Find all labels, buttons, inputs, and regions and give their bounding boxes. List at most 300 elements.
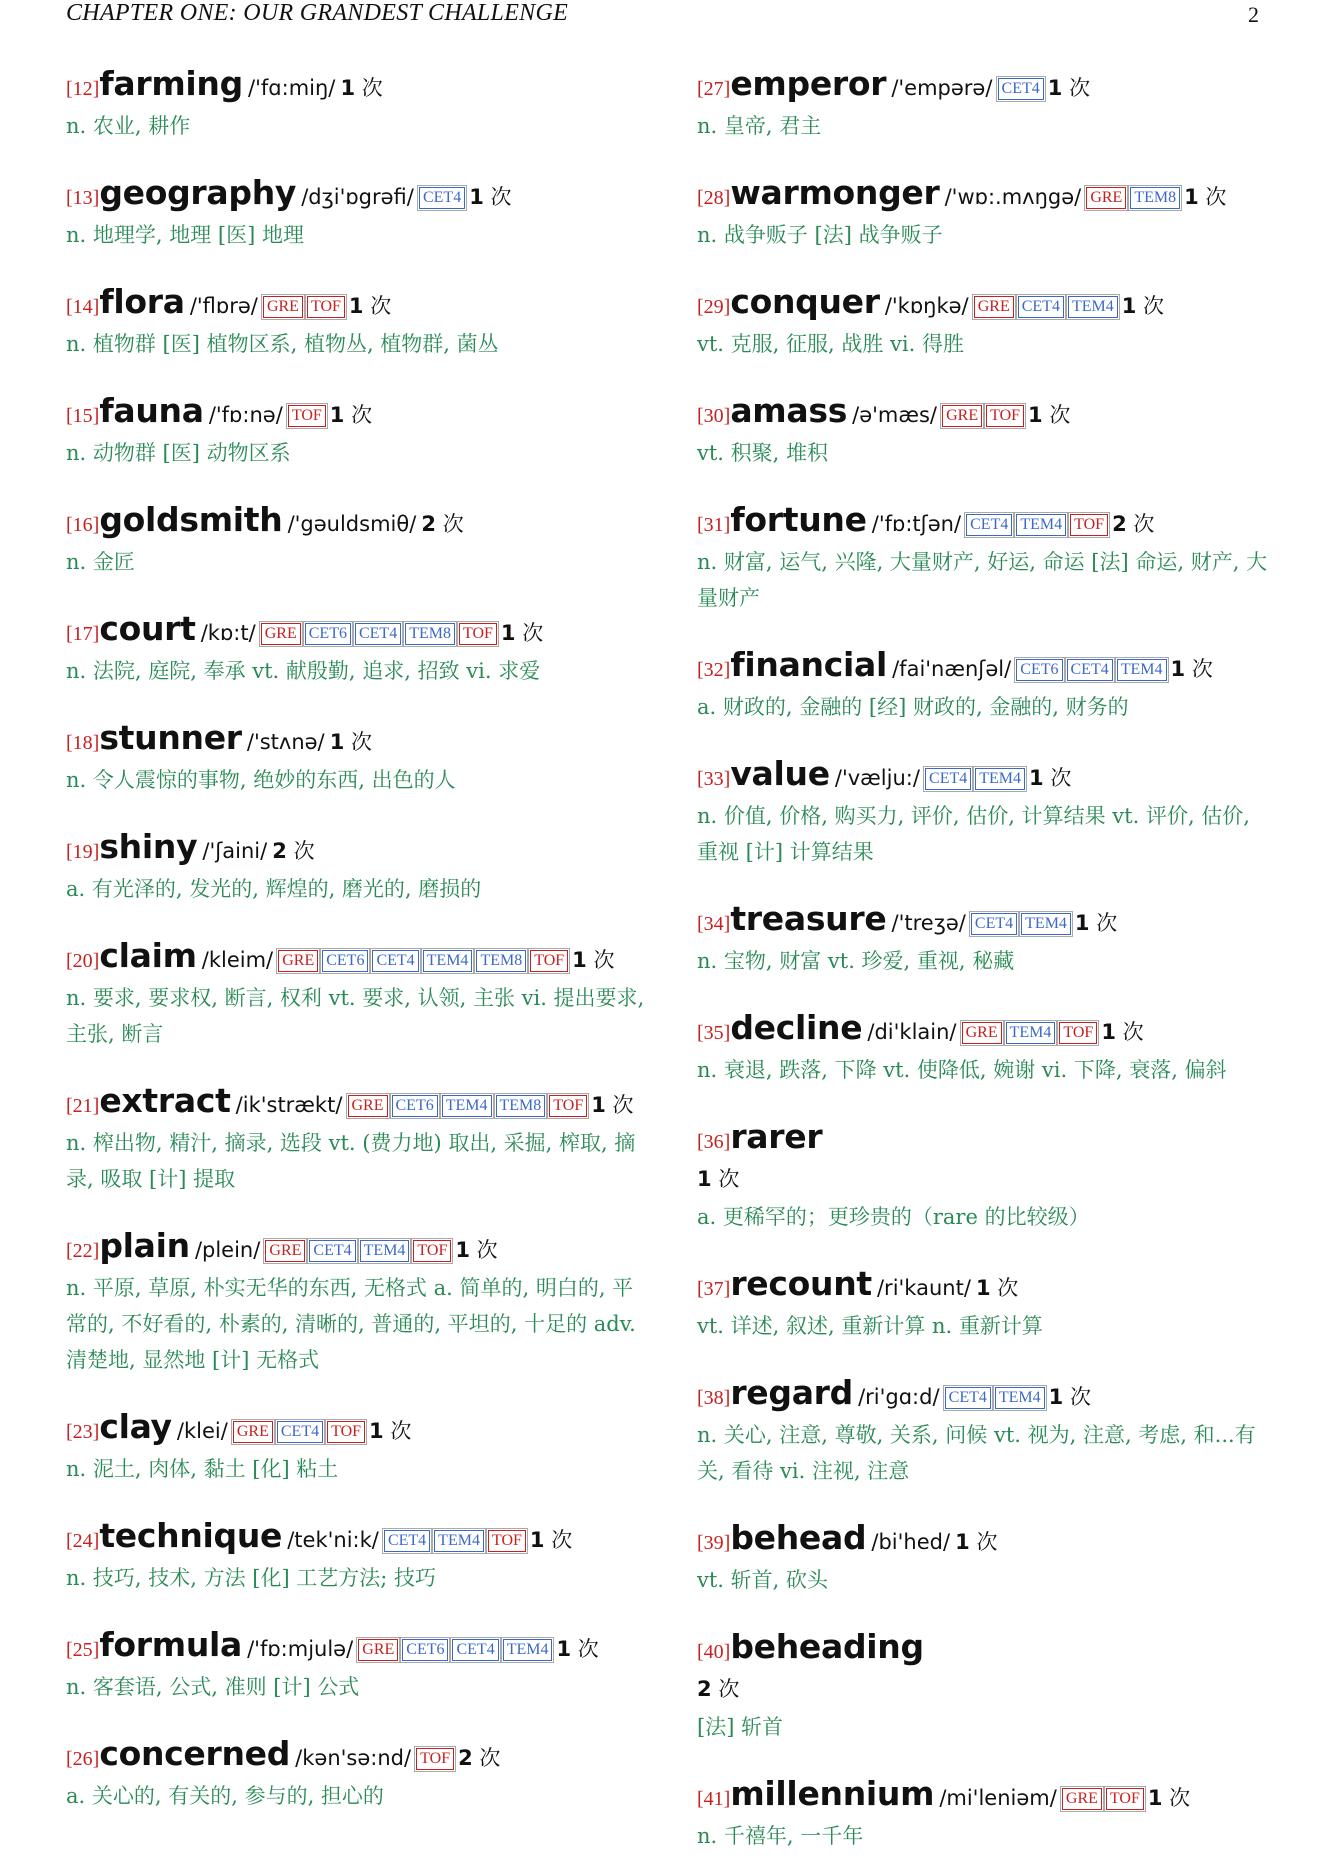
- headword: technique: [99, 1516, 283, 1555]
- entry-number: [32]: [697, 659, 731, 681]
- headword: goldsmith: [99, 500, 283, 539]
- count-unit: 次: [1205, 185, 1227, 209]
- pronunciation: /'flɒrə/: [189, 294, 258, 318]
- definition: n. 衰退, 跌落, 下降 vt. 使降低, 婉谢 vi. 下降, 衰落, 偏斜: [697, 1058, 1227, 1082]
- definition: n. 农业, 耕作: [66, 114, 191, 138]
- vocab-entry: [697, 647, 1272, 725]
- exam-tag-tem4: TEM4: [360, 1240, 410, 1262]
- vocab-entry: [66, 284, 646, 362]
- headword: concerned: [99, 1734, 291, 1773]
- count-unit: 次: [1169, 1786, 1191, 1810]
- entry-number: [34]: [697, 913, 731, 935]
- count-line: [697, 1161, 1272, 1199]
- entry-headline: [66, 1228, 646, 1270]
- exam-tag-cet4: CET4: [384, 1530, 430, 1552]
- exam-tag-gre: GRE: [348, 1095, 388, 1117]
- vocab-entry: [697, 66, 1272, 144]
- exam-tag-cet4: CET4: [971, 913, 1017, 935]
- count-unit: 次: [361, 76, 383, 100]
- count-unit: 次: [1050, 766, 1072, 790]
- headword: beheading: [730, 1627, 924, 1666]
- pronunciation: /kleim/: [201, 948, 274, 972]
- occurrence-count: [340, 76, 382, 100]
- vocab-entry: [697, 1776, 1272, 1854]
- exam-tag-cet6: CET6: [305, 623, 351, 645]
- exam-tag-cet4: CET4: [309, 1240, 355, 1262]
- count-value: 2: [458, 1746, 473, 1770]
- vocab-entry: [66, 1409, 646, 1487]
- entry-headline: [697, 647, 1272, 689]
- exam-tag-tem8: TEM8: [476, 950, 526, 972]
- definition: n. 要求, 要求权, 断言, 权利 vt. 要求, 认领, 主张 vi. 提出要求, 主张, 断言: [66, 986, 645, 1046]
- entry-headline: [697, 284, 1272, 326]
- exam-tag-tem4: TEM4: [1021, 913, 1071, 935]
- count-unit: 次: [390, 1419, 412, 1443]
- entry-headline: [66, 66, 646, 108]
- exam-tag-cet4: CET4: [355, 623, 401, 645]
- definition: vt. 详述, 叙述, 重新计算 n. 重新计算: [697, 1314, 1043, 1338]
- count-unit: 次: [612, 1093, 634, 1117]
- entry-number: [12]: [66, 78, 100, 100]
- vocab-entry: [697, 1266, 1272, 1344]
- definition: n. 价值, 价格, 购买力, 评价, 估价, 计算结果 vt. 评价, 估价, 重视 [计] 计算结果: [697, 804, 1250, 864]
- entry-headline: [697, 66, 1272, 108]
- entry-headline: [66, 1736, 646, 1778]
- exam-tag-cet4: CET4: [925, 768, 971, 790]
- count-unit: 次: [442, 512, 464, 536]
- pronunciation: /klei/: [176, 1419, 228, 1443]
- definition: n. 榨出物, 精汁, 摘录, 选段 vt. (费力地) 取出, 采掘, 榨取, 摘录, 吸取 [计] 提取: [66, 1131, 636, 1191]
- exam-tag-tof: TOF: [288, 405, 326, 427]
- count-value: 1: [329, 730, 345, 754]
- count-unit: 次: [351, 730, 373, 754]
- vocab-entry: [697, 901, 1272, 979]
- occurrence-count: [1101, 1020, 1143, 1044]
- entry-headline: [697, 756, 1272, 798]
- entry-number: [29]: [697, 296, 731, 318]
- count-value: 2: [697, 1677, 712, 1701]
- entry-number: [26]: [66, 1748, 100, 1770]
- exam-tag-tof: TOF: [1059, 1022, 1097, 1044]
- pronunciation: /'kɒŋkə/: [884, 294, 969, 318]
- occurrence-count: [955, 1530, 997, 1554]
- entry-number: [37]: [697, 1278, 731, 1300]
- entry-number: [20]: [66, 950, 100, 972]
- exam-tag-cet4: CET4: [419, 187, 465, 209]
- occurrence-count: [556, 1637, 598, 1661]
- entry-headline: [697, 1119, 1272, 1161]
- occurrence-count: [421, 512, 463, 536]
- exam-tag-tof: TOF: [530, 950, 568, 972]
- count-unit: 次: [490, 185, 512, 209]
- pronunciation: /'empərə/: [891, 76, 993, 100]
- occurrence-count: [1112, 512, 1154, 536]
- count-value: 1: [1048, 1385, 1064, 1409]
- count-value: 1: [329, 403, 345, 427]
- count-value: 1: [1029, 766, 1044, 790]
- pronunciation: /ri'kaunt/: [876, 1276, 971, 1300]
- headword: millennium: [730, 1774, 935, 1813]
- exam-tag-tof: TOF: [416, 1748, 454, 1770]
- count-value: 1: [572, 948, 587, 972]
- entry-number: [23]: [66, 1421, 100, 1443]
- exam-tag-gre: GRE: [1086, 187, 1126, 209]
- count-unit: 次: [479, 1746, 501, 1770]
- pronunciation: /bi'hed/: [871, 1530, 951, 1554]
- entry-number: [40]: [697, 1641, 731, 1663]
- pronunciation: /fai'nænʃəl/: [892, 657, 1012, 681]
- count-unit: 次: [551, 1528, 573, 1552]
- entry-headline: [697, 1629, 1272, 1671]
- entry-headline: [66, 284, 646, 326]
- occurrence-count: [530, 1528, 572, 1552]
- count-value: 1: [500, 621, 516, 645]
- count-value: 1: [1184, 185, 1199, 209]
- entry-headline: [66, 938, 646, 980]
- definition: n. 关心, 注意, 尊敬, 关系, 问候 vt. 视为, 注意, 考虑, 和...有关, 看待 vi. 注视, 注意: [697, 1423, 1256, 1483]
- count-line: [697, 1671, 1272, 1709]
- occurrence-count: [455, 1238, 497, 1262]
- entry-headline: [66, 1518, 646, 1560]
- definition: n. 法院, 庭院, 奉承 vt. 献殷勤, 追求, 招致 vi. 求爱: [66, 659, 541, 683]
- headword: financial: [730, 645, 888, 684]
- vocab-entry: [697, 284, 1272, 362]
- count-unit: 次: [1122, 1020, 1144, 1044]
- count-value: 2: [421, 512, 437, 536]
- count-value: 1: [348, 294, 364, 318]
- entry-headline: [66, 502, 646, 544]
- vocab-entry: [697, 1629, 1272, 1745]
- entry-headline: [697, 502, 1272, 544]
- entry-number: [25]: [66, 1639, 100, 1661]
- exam-tag-cet4: CET4: [945, 1387, 991, 1409]
- pronunciation: /'fɒ:mjulə/: [247, 1637, 354, 1661]
- occurrence-count: [1184, 185, 1226, 209]
- entry-number: [17]: [66, 623, 100, 645]
- vocab-entry: [66, 175, 646, 253]
- count-unit: 次: [370, 294, 392, 318]
- pronunciation: /kɒ:t/: [200, 621, 256, 645]
- exam-tag-gre: GRE: [233, 1421, 273, 1443]
- count-unit: 次: [1049, 403, 1071, 427]
- exam-tag-gre: GRE: [265, 1240, 305, 1262]
- definition: vt. 积聚, 堆积: [697, 441, 829, 465]
- count-value: 1: [1074, 911, 1090, 935]
- entry-number: [36]: [697, 1131, 731, 1153]
- count-value: 1: [697, 1167, 712, 1191]
- exam-tag-cet4: CET4: [372, 950, 418, 972]
- exam-tag-gre: GRE: [263, 296, 303, 318]
- exam-tag-tem4: TEM4: [442, 1095, 492, 1117]
- entry-headline: [66, 829, 646, 871]
- entry-number: [18]: [66, 732, 100, 754]
- count-value: 1: [1101, 1020, 1116, 1044]
- entry-number: [21]: [66, 1095, 100, 1117]
- definition: a. 财政的, 金融的 [经] 财政的, 金融的, 财务的: [697, 695, 1129, 719]
- count-value: 1: [955, 1530, 970, 1554]
- pronunciation: /plein/: [194, 1238, 261, 1262]
- exam-tag-tof: TOF: [549, 1095, 587, 1117]
- definition: n. 令人震惊的事物, 绝妙的东西, 出色的人: [66, 768, 456, 792]
- definition: n. 宝物, 财富 vt. 珍爱, 重视, 秘藏: [697, 949, 1015, 973]
- count-value: 2: [272, 839, 287, 863]
- exam-tag-tof: TOF: [986, 405, 1024, 427]
- pronunciation: /dʒi'ɒgrəfi/: [301, 185, 414, 209]
- headword: court: [99, 609, 196, 648]
- entry-number: [27]: [697, 78, 731, 100]
- count-value: 1: [1047, 76, 1063, 100]
- count-unit: 次: [718, 1677, 740, 1701]
- exam-tag-tem4: TEM4: [995, 1387, 1045, 1409]
- pronunciation: /ə'mæs/: [852, 403, 938, 427]
- pronunciation: /'treʒə/: [891, 911, 966, 935]
- occurrence-count: [501, 621, 543, 645]
- entry-headline: [697, 1010, 1272, 1052]
- definition: n. 客套语, 公式, 准则 [计] 公式: [66, 1675, 360, 1699]
- entry-number: [19]: [66, 841, 100, 863]
- entry-number: [30]: [697, 405, 731, 427]
- vocab-entry: [66, 1083, 646, 1197]
- exam-tag-gre: GRE: [1062, 1788, 1102, 1810]
- count-unit: 次: [522, 621, 544, 645]
- exam-tag-cet6: CET6: [402, 1639, 448, 1661]
- occurrence-count: [349, 294, 391, 318]
- entry-number: [41]: [697, 1788, 731, 1810]
- vocab-entry: [66, 1627, 646, 1705]
- occurrence-count: [1049, 1385, 1091, 1409]
- exam-tag-tof: TOF: [307, 296, 345, 318]
- headword: fauna: [99, 391, 204, 430]
- entry-headline: [66, 611, 646, 653]
- vocab-entry: [697, 502, 1272, 616]
- headword: fortune: [730, 500, 867, 539]
- entry-number: [13]: [66, 187, 100, 209]
- pronunciation: /'fɒ:nə/: [208, 403, 283, 427]
- occurrence-count: [1029, 766, 1071, 790]
- headword: rarer: [730, 1117, 823, 1156]
- exam-tag-tem4: TEM4: [503, 1639, 553, 1661]
- vocab-entry: [66, 720, 646, 798]
- entry-headline: [66, 175, 646, 217]
- definition: n. 战争贩子 [法] 战争贩子: [697, 223, 943, 247]
- headword: claim: [99, 936, 197, 975]
- count-value: 1: [556, 1637, 572, 1661]
- entry-number: [24]: [66, 1530, 100, 1552]
- headword: plain: [99, 1226, 190, 1265]
- exam-tag-tof: TOF: [1106, 1788, 1144, 1810]
- vocab-entry: [66, 1736, 646, 1814]
- headword: stunner: [99, 718, 242, 757]
- exam-tag-cet6: CET6: [322, 950, 368, 972]
- vocab-entry: [697, 1119, 1272, 1235]
- headword: behead: [730, 1518, 867, 1557]
- exam-tag-tem4: TEM4: [1117, 659, 1167, 681]
- exam-tag-gre: GRE: [942, 405, 982, 427]
- right-column: [697, 66, 1272, 1854]
- entry-number: [35]: [697, 1022, 731, 1044]
- count-value: 1: [975, 1276, 991, 1300]
- exam-tag-tem4: TEM4: [423, 950, 473, 972]
- exam-tag-cet4: CET4: [452, 1639, 498, 1661]
- chapter-title: CHAPTER ONE: OUR GRANDEST CHALLENGE: [66, 0, 569, 26]
- count-unit: 次: [476, 1238, 498, 1262]
- headword: extract: [99, 1081, 231, 1120]
- entry-headline: [697, 393, 1272, 435]
- headword: shiny: [99, 827, 198, 866]
- headword: recount: [730, 1264, 872, 1303]
- count-unit: 次: [351, 403, 373, 427]
- entry-headline: [697, 1266, 1272, 1308]
- count-unit: 次: [1133, 512, 1155, 536]
- count-value: 1: [529, 1528, 545, 1552]
- exam-tag-tem4: TEM4: [1016, 514, 1066, 536]
- exam-tag-tof: TOF: [459, 623, 497, 645]
- definition: n. 皇帝, 君主: [697, 114, 822, 138]
- entry-headline: [66, 1627, 646, 1669]
- occurrence-count: [469, 185, 511, 209]
- definition: n. 泥土, 肉体, 黏土 [化] 粘土: [66, 1457, 339, 1481]
- count-value: 1: [591, 1093, 606, 1117]
- entry-number: [38]: [697, 1387, 731, 1409]
- definition: vt. 克服, 征服, 战胜 vi. 得胜: [697, 332, 964, 356]
- vocab-entry: [66, 393, 646, 471]
- definition: a. 更稀罕的；更珍贵的（rare 的比较级）: [697, 1205, 1090, 1229]
- left-column: [66, 66, 646, 1814]
- headword: flora: [99, 282, 185, 321]
- occurrence-count: [1122, 294, 1164, 318]
- definition: n. 千禧年, 一千年: [697, 1824, 864, 1848]
- pronunciation: /'fɒ:tʃən/: [871, 512, 962, 536]
- entry-headline: [697, 1375, 1272, 1417]
- exam-tag-cet6: CET6: [1016, 659, 1062, 681]
- definition: vt. 斩首, 砍头: [697, 1568, 829, 1592]
- occurrence-count: [1075, 911, 1117, 935]
- definition: n. 地理学, 地理 [医] 地理: [66, 223, 304, 247]
- exam-tag-tof: TOF: [413, 1240, 451, 1262]
- vocab-entry: [697, 175, 1272, 253]
- exam-tag-tem4: TEM4: [434, 1530, 484, 1552]
- exam-tag-tem4: TEM4: [975, 768, 1025, 790]
- count-unit: 次: [718, 1167, 740, 1191]
- headword: farming: [99, 64, 243, 103]
- vocab-entry: [66, 66, 646, 144]
- pronunciation: /'wɒ:.mʌŋgə/: [944, 185, 1082, 209]
- headword: emperor: [730, 64, 887, 103]
- count-value: 1: [1147, 1786, 1163, 1810]
- vocab-entry: [697, 393, 1272, 471]
- definition: n. 动物群 [医] 动物区系: [66, 441, 291, 465]
- entry-headline: [697, 1776, 1272, 1818]
- headword: decline: [730, 1008, 863, 1047]
- pronunciation: /mi'leniəm/: [939, 1786, 1057, 1810]
- count-unit: 次: [593, 948, 615, 972]
- exam-tag-tem4: TEM4: [1006, 1022, 1056, 1044]
- vocab-entry: [66, 1228, 646, 1378]
- entry-number: [16]: [66, 514, 100, 536]
- entry-number: [31]: [697, 514, 731, 536]
- vocab-entry: [66, 502, 646, 580]
- exam-tag-gre: GRE: [974, 296, 1014, 318]
- exam-tag-cet6: CET6: [392, 1095, 438, 1117]
- count-unit: 次: [1069, 76, 1091, 100]
- occurrence-count: [572, 948, 614, 972]
- headword: regard: [730, 1373, 853, 1412]
- count-unit: 次: [293, 839, 315, 863]
- occurrence-count: [1048, 76, 1090, 100]
- count-unit: 次: [976, 1530, 998, 1554]
- count-value: 1: [469, 185, 484, 209]
- entry-number: [14]: [66, 296, 100, 318]
- pronunciation: /'fɑ:miŋ/: [248, 76, 336, 100]
- definition: [法] 斩首: [697, 1715, 784, 1739]
- count-unit: 次: [1143, 294, 1165, 318]
- count-value: 1: [455, 1238, 470, 1262]
- entry-number: [22]: [66, 1240, 100, 1262]
- entry-headline: [66, 1409, 646, 1451]
- entry-number: [33]: [697, 768, 731, 790]
- headword: warmonger: [730, 173, 940, 212]
- occurrence-count: [1148, 1786, 1190, 1810]
- exam-tag-tof: TOF: [488, 1530, 526, 1552]
- vocab-entry: [66, 829, 646, 907]
- occurrence-count: [1028, 403, 1070, 427]
- exam-tag-cet4: CET4: [1018, 296, 1064, 318]
- entry-headline: [66, 1083, 646, 1125]
- entry-number: [28]: [697, 187, 731, 209]
- entry-headline: [697, 175, 1272, 217]
- vocab-entry: [66, 938, 646, 1052]
- occurrence-count: [369, 1419, 411, 1443]
- entry-number: [15]: [66, 405, 100, 427]
- entry-headline: [66, 393, 646, 435]
- exam-tag-cet4: CET4: [966, 514, 1012, 536]
- occurrence-count: [697, 1167, 739, 1191]
- count-unit: 次: [1191, 657, 1213, 681]
- definition: a. 关心的, 有关的, 参与的, 担心的: [66, 1784, 384, 1808]
- count-unit: 次: [1069, 1385, 1091, 1409]
- headword: value: [730, 754, 830, 793]
- exam-tag-tof: TOF: [1070, 514, 1108, 536]
- exam-tag-tem4: TEM4: [1068, 296, 1118, 318]
- pronunciation: /'vælju:/: [834, 766, 920, 790]
- occurrence-count: [976, 1276, 1018, 1300]
- count-value: 1: [1028, 403, 1043, 427]
- vocab-entry: [66, 1518, 646, 1596]
- occurrence-count: [330, 403, 372, 427]
- pronunciation: /tek'ni:k/: [287, 1528, 379, 1552]
- count-value: 1: [1170, 657, 1186, 681]
- entry-headline: [697, 1520, 1272, 1562]
- definition: a. 有光泽的, 发光的, 辉煌的, 磨光的, 磨损的: [66, 877, 482, 901]
- exam-tag-gre: GRE: [261, 623, 301, 645]
- pronunciation: /'gəuldsmiθ/: [287, 512, 417, 536]
- exam-tag-gre: GRE: [962, 1022, 1002, 1044]
- pronunciation: /'ʃaini/: [202, 839, 268, 863]
- exam-tag-cet4: CET4: [277, 1421, 323, 1443]
- pronunciation: /ik'strækt/: [235, 1093, 343, 1117]
- occurrence-count: [591, 1093, 633, 1117]
- headword: formula: [99, 1625, 242, 1664]
- count-value: 1: [340, 76, 356, 100]
- occurrence-count: [697, 1677, 739, 1701]
- count-value: 1: [369, 1419, 384, 1443]
- exam-tag-cet4: CET4: [1067, 659, 1113, 681]
- occurrence-count: [1171, 657, 1213, 681]
- headword: amass: [730, 391, 848, 430]
- exam-tag-tem8: TEM8: [496, 1095, 546, 1117]
- headword: conquer: [730, 282, 880, 321]
- definition: n. 平原, 草原, 朴实无华的东西, 无格式 a. 简单的, 明白的, 平常的, 不好看的, 朴素的, 清晰的, 普通的, 平坦的, 十足的 adv. 清楚地, 显然地 [计] 无格式: [66, 1276, 636, 1372]
